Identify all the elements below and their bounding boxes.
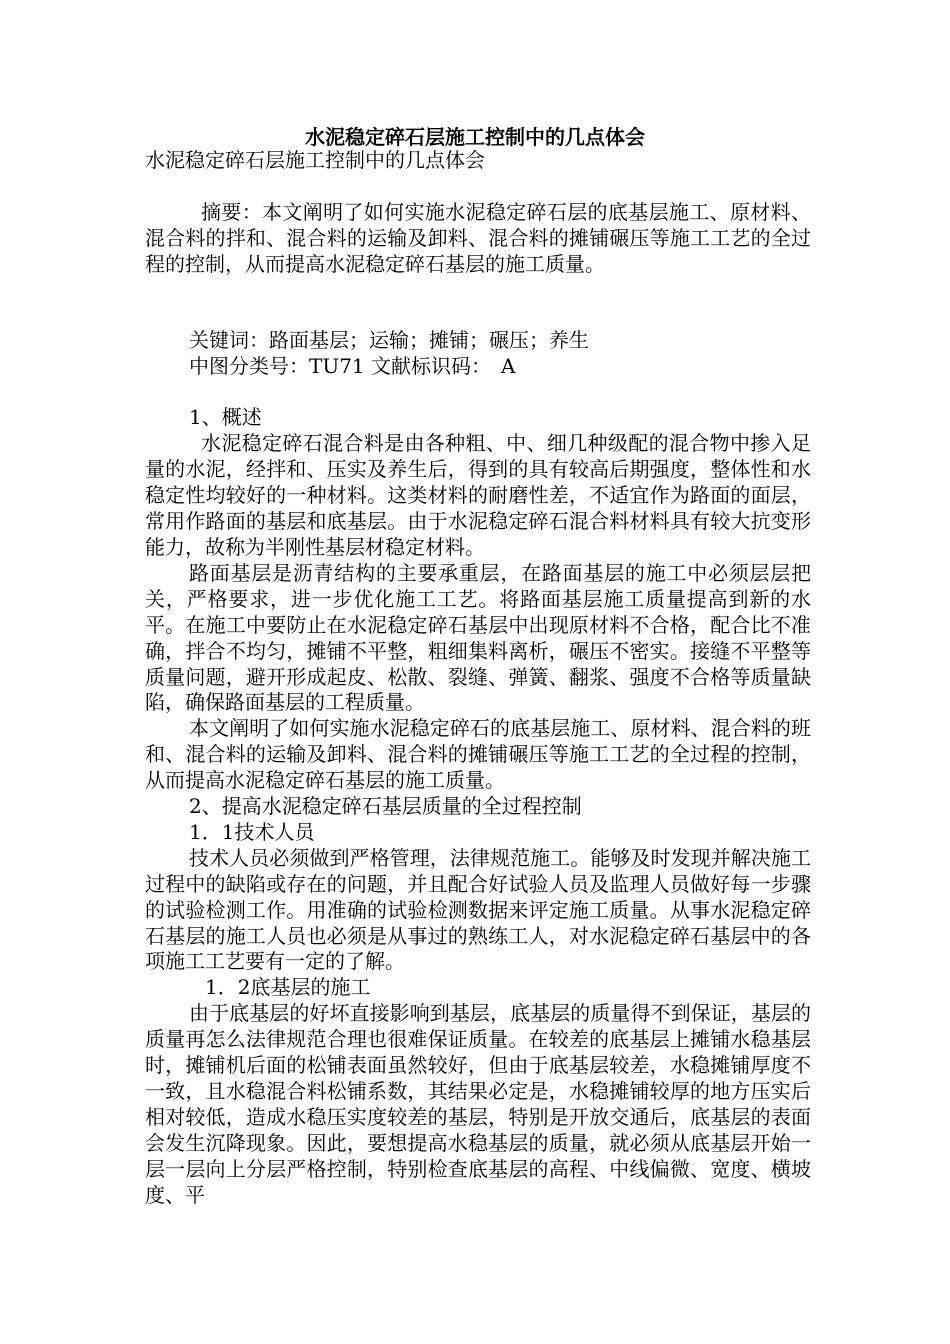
- section2-1-heading: 1．1技术人员: [189, 819, 315, 844]
- section2-1-paragraph: 技术人员必须做到严格管理，法律规范施工。能够及时发现并解决施工过程中的缺陷或存在的问题，并且配合好试验人员及监理人员做好每一步骤的试验检测工作。用准确的试验检测数据来评定施工质量。从事水泥稳定碎石基层的施工人员也必须是从事过的熟练工人，对水泥稳定碎石基层中的各项施工工艺要有一定的了解。: [145, 845, 811, 974]
- section1-heading: 1、概述: [189, 405, 262, 430]
- spacer: [145, 278, 811, 328]
- document-title: 水泥稳定碎石层施工控制中的几点体会: [305, 125, 645, 149]
- spacer: [145, 379, 811, 405]
- abstract-paragraph: 摘要：本文阐明了如何实施水泥稳定碎石层的底基层施工、原材料、混合料的拌和、混合料的运输及卸料、混合料的摊铺碾压等施工工艺的全过程的控制，从而提高水泥稳定碎石基层的施工质量。: [145, 199, 811, 276]
- classification-line: 中图分类号：TU71 文献标识码： A: [189, 353, 516, 378]
- section1-paragraph-3: 本文阐明了如何实施水泥稳定碎石的底基层施工、原材料、混合料的班和、混合料的运输及卸料、混合料的摊铺碾压等施工工艺的全过程的控制，从而提高水泥稳定碎石基层的施工质量。: [145, 716, 811, 793]
- keywords-line: 关键词：路面基层；运输；摊铺；碾压；养生: [189, 327, 589, 352]
- section1-paragraph-2: 路面基层是沥青结构的主要承重层，在路面基层的施工中必须层层把关，严格要求，进一步优化施工工艺。将路面基层施工质量提高到新的水平。在施工中要防止在水泥稳定碎石基层中出现原材料不合格，配合比不准确，拌合不均匀，摊铺不平整，粗细集料离析，碾压不密实。接缝不平整等质量问题，避开形成起皮、松散、裂缝、弹簧、翻浆、强度不合格等质量缺陷，确保路面基层的工程质量。: [145, 560, 811, 715]
- document-subtitle: 水泥稳定碎石层施工控制中的几点体会: [145, 148, 485, 172]
- document-body: [145, 148, 811, 1209]
- section2-heading: 2、提高水泥稳定碎石基层质量的全过程控制: [189, 794, 582, 819]
- spacer: [145, 174, 811, 200]
- section2-2-paragraph: 由于底基层的好坏直接影响到基层，底基层的质量得不到保证，基层的质量再怎么法律规范合理也很难保证质量。在较差的底基层上摊铺水稳基层时，摊铺机后面的松铺表面虽然较好，但由于底基层较差，水稳摊铺厚度不一致，且水稳混合料松铺系数，其结果必定是，水稳摊铺较厚的地方压实后相对较低，造成水稳压实度较差的基层，特别是开放交通后，底基层的表面会发生沉降现象。因此，要想提高水稳基层的质量，就必须从底基层开始一层一层向上分层严格控制，特别检查底基层的高程、中线偏微、宽度、横坡度、平: [145, 1001, 811, 1207]
- section1-paragraph-1: 水泥稳定碎石混合料是由各种粗、中、细几种级配的混合物中掺入足量的水泥，经拌和、压实及养生后，得到的具有较高后期强度，整体性和水稳定性均较好的一种材料。这类材料的耐磨性差，不适宜作为路面的面层，常用作路面的基层和底基层。由于水泥稳定碎石混合料材料具有较大抗变形能力，故称为半刚性基层材稳定材料。: [145, 431, 811, 559]
- section2-2-heading: 1．2底基层的施工: [205, 975, 371, 1000]
